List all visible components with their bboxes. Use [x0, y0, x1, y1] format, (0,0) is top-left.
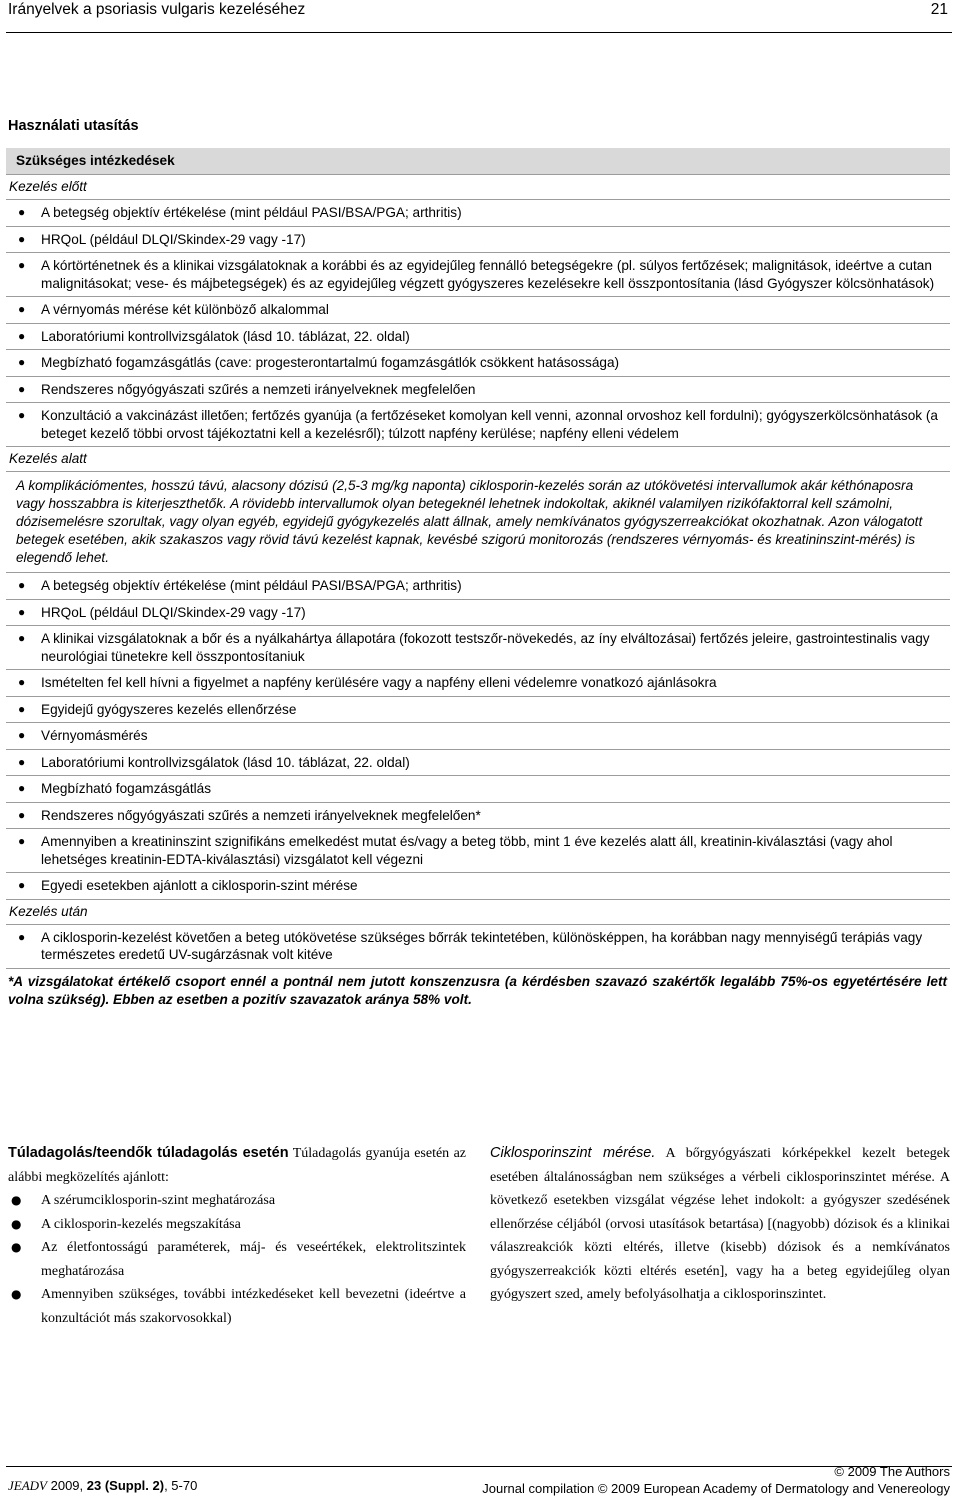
bullet-icon: ●: [18, 807, 26, 822]
overdose-item-text: A ciklosporin-kezelés megszakítása: [41, 1216, 241, 1232]
before-item: [6, 253, 950, 297]
bullet-icon: ●: [11, 1193, 22, 1207]
measurement-title: Ciklosporinszint mérése.: [490, 1145, 656, 1161]
during-item-text: Megbízható fogamzásgátlás: [41, 781, 212, 796]
bullet-icon: ●: [18, 258, 26, 272]
during-item-text: Amennyiben a kreatininszint szignifikáns emelkedést mutat és/vagy a beteg több, mint 1 éve kezelés alatt áll, kreatinin-kiválasztási (vagy ahol lehetséges kreatinin-EDTA-kiválasztási) vizsgálatot kell végezni: [41, 834, 893, 867]
before-item: [6, 377, 950, 404]
bullet-icon: ●: [18, 408, 26, 422]
during-item: [6, 750, 950, 777]
during-item: [6, 873, 950, 900]
bullet-icon: ●: [18, 231, 26, 246]
bullet-icon: ●: [18, 781, 26, 795]
before-item-text: A betegség objektív értékelése (mint például PASI/BSA/PGA; arthritis): [41, 205, 462, 220]
during-item-text: Ismételten fel kell hívni a figyelmet a napfény kerülésére vagy a napfény elleni védelemre vonatkozó ajánlásokra: [41, 675, 717, 690]
bullet-icon: ●: [18, 878, 26, 892]
during-treatment-paragraph: A komplikációmentes, hosszú távú, alacsony dózisú (2,5-3 mg/kg naponta) ciklosporin-kezelés során az utókövetési intervallumok akár kéthónaposra vagy hosszabbra is kiterjeszthetők. A rövidebb intervallumok olyan betegeknél lehetnek indokoltak, akiknél valamilyen rizikófaktorral kell számolni, dózisemelésre szorultak, vagy olyan egyéb, egyidejű gyógykezelés alatt állnak, amely nemkívánatos gyógyszerreakciókat okozhatnak. Azon válogatott betegek esetében, akik szakaszos vagy rövid távú kezelést kapnak, kevésbé szigorú monitorozás (rendszeres vérnyomás- és kreatininszint-mérés) is elegendő lehet.: [6, 472, 950, 573]
bullet-icon: ●: [18, 754, 26, 769]
bullet-icon: ●: [18, 578, 26, 592]
bullet-icon: ●: [18, 381, 26, 396]
during-item-text: HRQoL (például DLQI/Skindex-29 vagy -17): [41, 604, 306, 620]
during-item: [6, 626, 950, 670]
before-item: [6, 227, 950, 254]
during-item: [6, 670, 950, 697]
before-item: [6, 324, 950, 351]
overdose-item: [8, 1213, 466, 1237]
overdose-item: [8, 1236, 466, 1283]
measurement-column: [490, 1142, 950, 1307]
before-item: [6, 200, 950, 227]
bullet-icon: ●: [18, 328, 26, 343]
footer-divider: [6, 1466, 952, 1467]
bullet-icon: ●: [18, 728, 26, 742]
during-item: [6, 723, 950, 750]
overdose-title: Túladagolás/teendők túladagolás esetén: [8, 1145, 289, 1161]
bullet-icon: ●: [18, 355, 26, 369]
overdose-list: [8, 1189, 466, 1330]
during-treatment-label: Kezelés alatt: [6, 447, 950, 472]
during-item: [6, 573, 950, 600]
bullet-icon: ●: [11, 1240, 22, 1254]
section-heading: Használati utasítás: [8, 118, 139, 134]
bullet-icon: ●: [18, 675, 26, 689]
after-item: [6, 925, 950, 969]
during-item-text: A klinikai vizsgálatoknak a bőr és a nyálkahártya állapotára (fokozott testszőr-növekedés, az íny elváltozásai) fertőzés jeleire, gastrointestinalis vagy neurológiai tünetekre kell összpontosítaniuk: [41, 631, 930, 664]
bullet-icon: ●: [18, 205, 26, 219]
bullet-icon: ●: [11, 1216, 22, 1231]
before-treatment-label: Kezelés előtt: [6, 175, 950, 200]
bullet-icon: ●: [18, 604, 26, 619]
bullet-icon: ●: [18, 929, 26, 944]
during-item-text: A betegség objektív értékelése (mint például PASI/BSA/PGA; arthritis): [41, 578, 462, 593]
during-item-text: Egyidejű gyógyszeres kezelés ellenőrzése: [41, 701, 297, 717]
bullet-icon: ●: [18, 631, 26, 645]
overdose-item-text: Az életfontosságú paraméterek, máj- és veseértékek, elektrolitszintek meghatározása: [41, 1240, 466, 1279]
before-item-text: Konzultáció a vakcinázást illetően; fertőzés gyanúja (a fertőzéseket komolyan kell venni, azonnal orvoshoz kell fordulni); gyógyszerkölcsönhatások (a beteget kezelő többi orvost tájékoztatni kell a kezelésről); túlzott napfény kerülése; napfény elleni védelem: [41, 408, 938, 441]
after-item-text: A ciklosporin-kezelést követően a beteg utókövetése szükséges bőrrák tekintetében, különösképpen, ha korábban nagy mennyiségű terápiás vagy természetes eredetű UV-sugárzásnak volt kitéve: [41, 929, 923, 962]
citation-year: 2009,: [50, 1478, 84, 1493]
copyright-authors: © 2009 The Authors: [834, 1464, 950, 1479]
during-item-text: Vérnyomásmérés: [41, 728, 148, 743]
before-treatment-list: [6, 200, 950, 447]
measures-table: [6, 148, 950, 1009]
page-header: [0, 0, 960, 34]
after-treatment-label: Kezelés után: [6, 900, 950, 925]
during-item: [6, 803, 950, 830]
during-item: [6, 829, 950, 873]
before-item: [6, 403, 950, 447]
before-item: [6, 297, 950, 324]
overdose-item-text: A szérumciklosporin-szint meghatározása: [41, 1193, 276, 1208]
before-item-text: HRQoL (például DLQI/Skindex-29 vagy -17): [41, 231, 306, 247]
during-item-text: Laboratóriumi kontrollvizsgálatok (lásd 10. táblázat, 22. oldal): [41, 754, 410, 770]
before-item-text: Megbízható fogamzásgátlás (cave: progesterontartalmú fogamzásgátlók csökkent hatásossága): [41, 355, 620, 370]
overdose-intro: Túladagolás gyanúja esetén az alábbi megközelítés ajánlott:: [8, 1146, 466, 1185]
overdose-item: [8, 1189, 466, 1213]
before-item-text: Laboratóriumi kontrollvizsgálatok (lásd 10. táblázat, 22. oldal): [41, 328, 410, 344]
bullet-icon: ●: [18, 834, 26, 848]
header-divider: [6, 32, 952, 33]
before-item: [6, 350, 950, 377]
bullet-icon: ●: [18, 302, 26, 316]
copyright-journal: Journal compilation © 2009 European Academy of Dermatology and Venereology: [482, 1481, 950, 1496]
during-item-text: Egyedi esetekben ajánlott a ciklosporin-szint mérése: [41, 878, 358, 893]
during-item-text: Rendszeres nőgyógyászati szűrés a nemzeti irányelveknek megfelelően*: [41, 807, 481, 823]
table-heading: Szükséges intézkedések: [6, 148, 950, 175]
citation-pages: , 5-70: [164, 1478, 198, 1493]
journal-name: JEADV: [8, 1478, 47, 1493]
overdose-intro-block: [8, 1142, 466, 1189]
overdose-column: [8, 1142, 466, 1330]
table-footnote: *A vizsgálatokat értékelő csoport ennél a pontnál nem jutott konszenzusra (a kérdésben szavazó szakértők legalább 75%-os egyetértésére lett volna szükség). Ebben az esetben a pozitív szavazatok aránya 58% volt.: [8, 973, 947, 1007]
running-title: Irányelvek a psoriasis vulgaris kezeléséhez: [8, 1, 306, 18]
measurement-text: A bőrgyógyászati kórképekkel kezelt betegek esetében általánosságban nem szükséges a vérbeli ciklosporinszintet mérése. A következő esetekben vizsgálat végzése lehet indokolt: a gyógyszer szedésének ellenőrzése céljából (orvosi utasítások betartása) [(nagyobb) dózisok és a klinikai válaszreakciók közti eltérés, illetve (kisebb) dózisok és a nemkívánatos gyógyszerreakciók közti eltérés esetén], vagy ha a beteg egyidejűleg olyan gyógyszert szed, amely befolyásolhatja a ciklosporinszintet.: [490, 1146, 950, 1302]
bullet-icon: ●: [11, 1287, 22, 1301]
citation-volume: 23 (Suppl. 2): [86, 1478, 165, 1493]
overdose-item: [8, 1283, 466, 1330]
page-number: 21: [930, 1, 948, 18]
before-item-text: A kórtörténetnek és a klinikai vizsgálatoknak a korábbi és az egyidejűleg fennálló betegségekre (pl. súlyos fertőzések; malignitások, ideértve a cutan malignitásokat; vese- és májbetegségek) és az egyidejűleg végzett gyógyszeres kezelésekre kell összpontosítania (lásd Gyógyszer kölcsönhatások): [41, 258, 935, 291]
footer-citation: [8, 1478, 197, 1494]
before-item-text: Rendszeres nőgyógyászati szűrés a nemzeti irányelveknek megfelelően: [41, 381, 476, 397]
during-treatment-list: [6, 573, 950, 900]
during-item: [6, 776, 950, 803]
during-item: [6, 600, 950, 627]
overdose-item-text: Amennyiben szükséges, további intézkedéseket kell bevezetni (ideértve a konzultációt más szakorvosokkal): [41, 1287, 466, 1326]
before-item-text: A vérnyomás mérése két különböző alkalommal: [41, 302, 329, 317]
after-treatment-list: [6, 925, 950, 969]
during-item: [6, 697, 950, 724]
bullet-icon: ●: [18, 701, 26, 716]
